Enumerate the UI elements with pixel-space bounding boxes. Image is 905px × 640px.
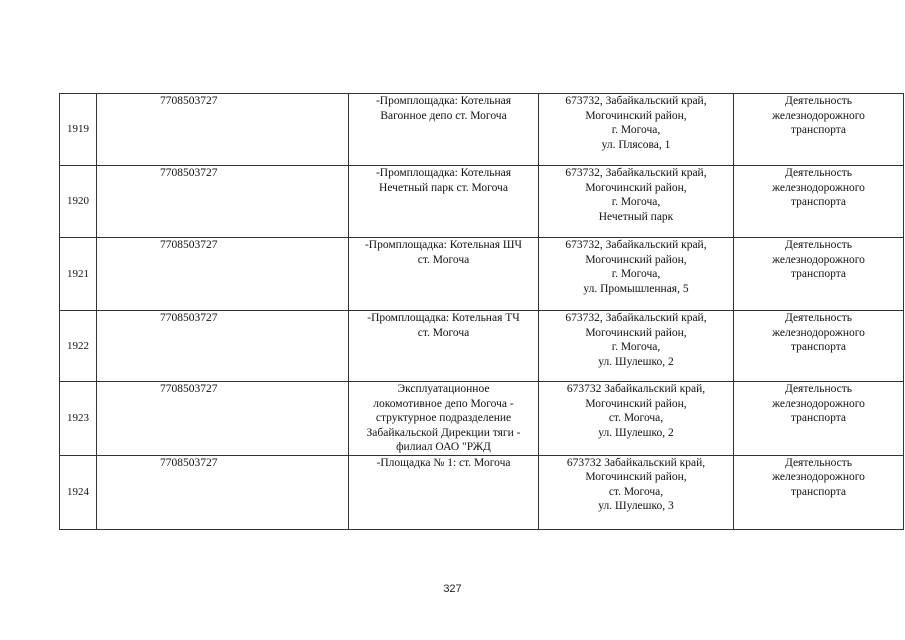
address-cell-line: г. Могоча, xyxy=(611,124,661,136)
address-cell xyxy=(539,94,734,166)
address-cell-line: Могочинский район, xyxy=(585,109,687,122)
site-cell xyxy=(349,238,539,311)
address-cell-line: Могочинский район, xyxy=(585,471,687,483)
activity-cell-line: железнодорожного xyxy=(772,109,865,122)
inn-cell: 7708503727 xyxy=(97,311,349,382)
site-cell xyxy=(349,166,539,238)
address-cell xyxy=(539,311,734,382)
activity-cell-line: транспорта xyxy=(790,196,847,208)
table-row xyxy=(60,382,904,456)
address-cell-line: 673732, Забайкальский край, xyxy=(565,167,707,179)
activity-cell-line: Деятельность xyxy=(784,95,853,107)
address-cell xyxy=(539,455,734,529)
address-cell xyxy=(539,166,734,238)
address-cell-line: ст. Могоча, xyxy=(608,412,664,424)
activity-cell xyxy=(734,382,904,456)
address-cell-line: Могочинский район, xyxy=(585,397,687,410)
row-number-cell: 1920 xyxy=(60,166,97,238)
site-cell-line: Вагонное депо ст. Могоча xyxy=(380,109,507,122)
activity-cell xyxy=(734,94,904,166)
address-cell-line: ст. Могоча, xyxy=(608,485,664,498)
activity-cell-line: транспорта xyxy=(790,341,847,353)
table-row xyxy=(60,455,904,529)
inn-cell: 7708503727 xyxy=(97,455,349,529)
activity-cell-line: Деятельность xyxy=(784,167,853,179)
address-cell-line: Нечетный парк xyxy=(598,210,674,223)
table-row xyxy=(60,94,904,166)
table-row xyxy=(60,166,904,238)
activity-cell xyxy=(734,166,904,238)
site-cell-line: -Промплощадка: Котельная ШЧ xyxy=(364,239,523,251)
address-cell-line: Могочинский район, xyxy=(585,181,687,194)
row-number-cell: 1921 xyxy=(60,238,97,311)
site-cell xyxy=(349,382,539,456)
inn-cell: 7708503727 xyxy=(97,94,349,166)
site-cell-line: филиал ОАО "РЖД xyxy=(396,441,491,453)
site-cell-line: Эксплуатационное xyxy=(397,383,490,395)
address-cell-line: ул. Плясова, 1 xyxy=(601,138,671,151)
address-cell-line: г. Могоча, xyxy=(611,196,661,208)
address-cell-line: г. Могоча, xyxy=(611,268,661,280)
activity-cell-line: железнодорожного xyxy=(772,181,865,194)
table-body xyxy=(60,94,904,530)
address-cell-line: ул. Шулешко, 2 xyxy=(598,426,674,439)
address-cell-line: 673732, Забайкальский край, xyxy=(565,312,707,324)
activity-cell-line: железнодорожного xyxy=(772,326,865,339)
address-cell-line: 673732 Забайкальский край, xyxy=(566,383,706,395)
address-cell-line: 673732 Забайкальский край, xyxy=(566,456,706,469)
site-cell-line: структурное подразделение xyxy=(375,412,512,424)
site-cell-line: локомотивное депо Могоча - xyxy=(373,397,514,410)
activity-cell xyxy=(734,455,904,529)
activity-cell-line: Деятельность xyxy=(784,456,853,469)
address-cell-line: ул. Шулешко, 2 xyxy=(598,355,674,368)
inn-cell: 7708503727 xyxy=(97,382,349,456)
activity-cell-line: транспорта xyxy=(790,412,847,424)
activity-cell-line: Деятельность xyxy=(784,239,853,251)
address-cell xyxy=(539,382,734,456)
site-cell-line: Нечетный парк ст. Могоча xyxy=(379,181,508,194)
activity-cell-line: железнодорожного xyxy=(772,471,865,483)
site-cell-line: -Промплощадка: Котельная ТЧ xyxy=(367,312,520,324)
activity-cell xyxy=(734,311,904,382)
activity-cell-line: Деятельность xyxy=(784,383,853,395)
inn-cell: 7708503727 xyxy=(97,238,349,311)
activity-cell-line: железнодорожного xyxy=(772,397,865,410)
address-cell xyxy=(539,238,734,311)
site-cell-line: -Площадка № 1: ст. Могоча xyxy=(376,456,511,469)
address-cell-line: 673732, Забайкальский край, xyxy=(565,239,707,251)
activity-cell-line: транспорта xyxy=(790,268,847,280)
inn-cell: 7708503727 xyxy=(97,166,349,238)
table-row xyxy=(60,311,904,382)
address-cell-line: 673732, Забайкальский край, xyxy=(565,95,707,107)
address-cell-line: ул. Шулешко, 3 xyxy=(598,500,674,512)
activity-cell-line: Деятельность xyxy=(784,312,853,324)
site-cell xyxy=(349,455,539,529)
site-cell-line: ст. Могоча xyxy=(417,326,470,339)
site-cell-line: ст. Могоча xyxy=(417,253,470,266)
activity-cell-line: транспорта xyxy=(790,485,847,498)
activity-cell-line: транспорта xyxy=(790,124,847,136)
address-cell-line: г. Могоча, xyxy=(611,341,661,353)
row-number-cell: 1923 xyxy=(60,382,97,456)
site-cell xyxy=(349,94,539,166)
row-number-cell: 1919 xyxy=(60,94,97,166)
site-cell-line: -Промплощадка: Котельная xyxy=(375,95,512,107)
address-cell-line: ул. Промышленная, 5 xyxy=(583,282,689,295)
site-cell-line: -Промплощадка: Котельная xyxy=(375,167,512,179)
address-cell-line: Могочинский район, xyxy=(585,326,687,339)
site-cell xyxy=(349,311,539,382)
activity-cell xyxy=(734,238,904,311)
table-row xyxy=(60,238,904,311)
site-cell-line: Забайкальской Дирекции тяги - xyxy=(366,426,521,439)
row-number-cell: 1924 xyxy=(60,455,97,529)
address-cell-line: Могочинский район, xyxy=(585,253,687,266)
activity-cell-line: железнодорожного xyxy=(772,253,865,266)
page-number: 327 xyxy=(443,583,462,595)
row-number-cell: 1922 xyxy=(60,311,97,382)
registry-table xyxy=(59,93,904,530)
